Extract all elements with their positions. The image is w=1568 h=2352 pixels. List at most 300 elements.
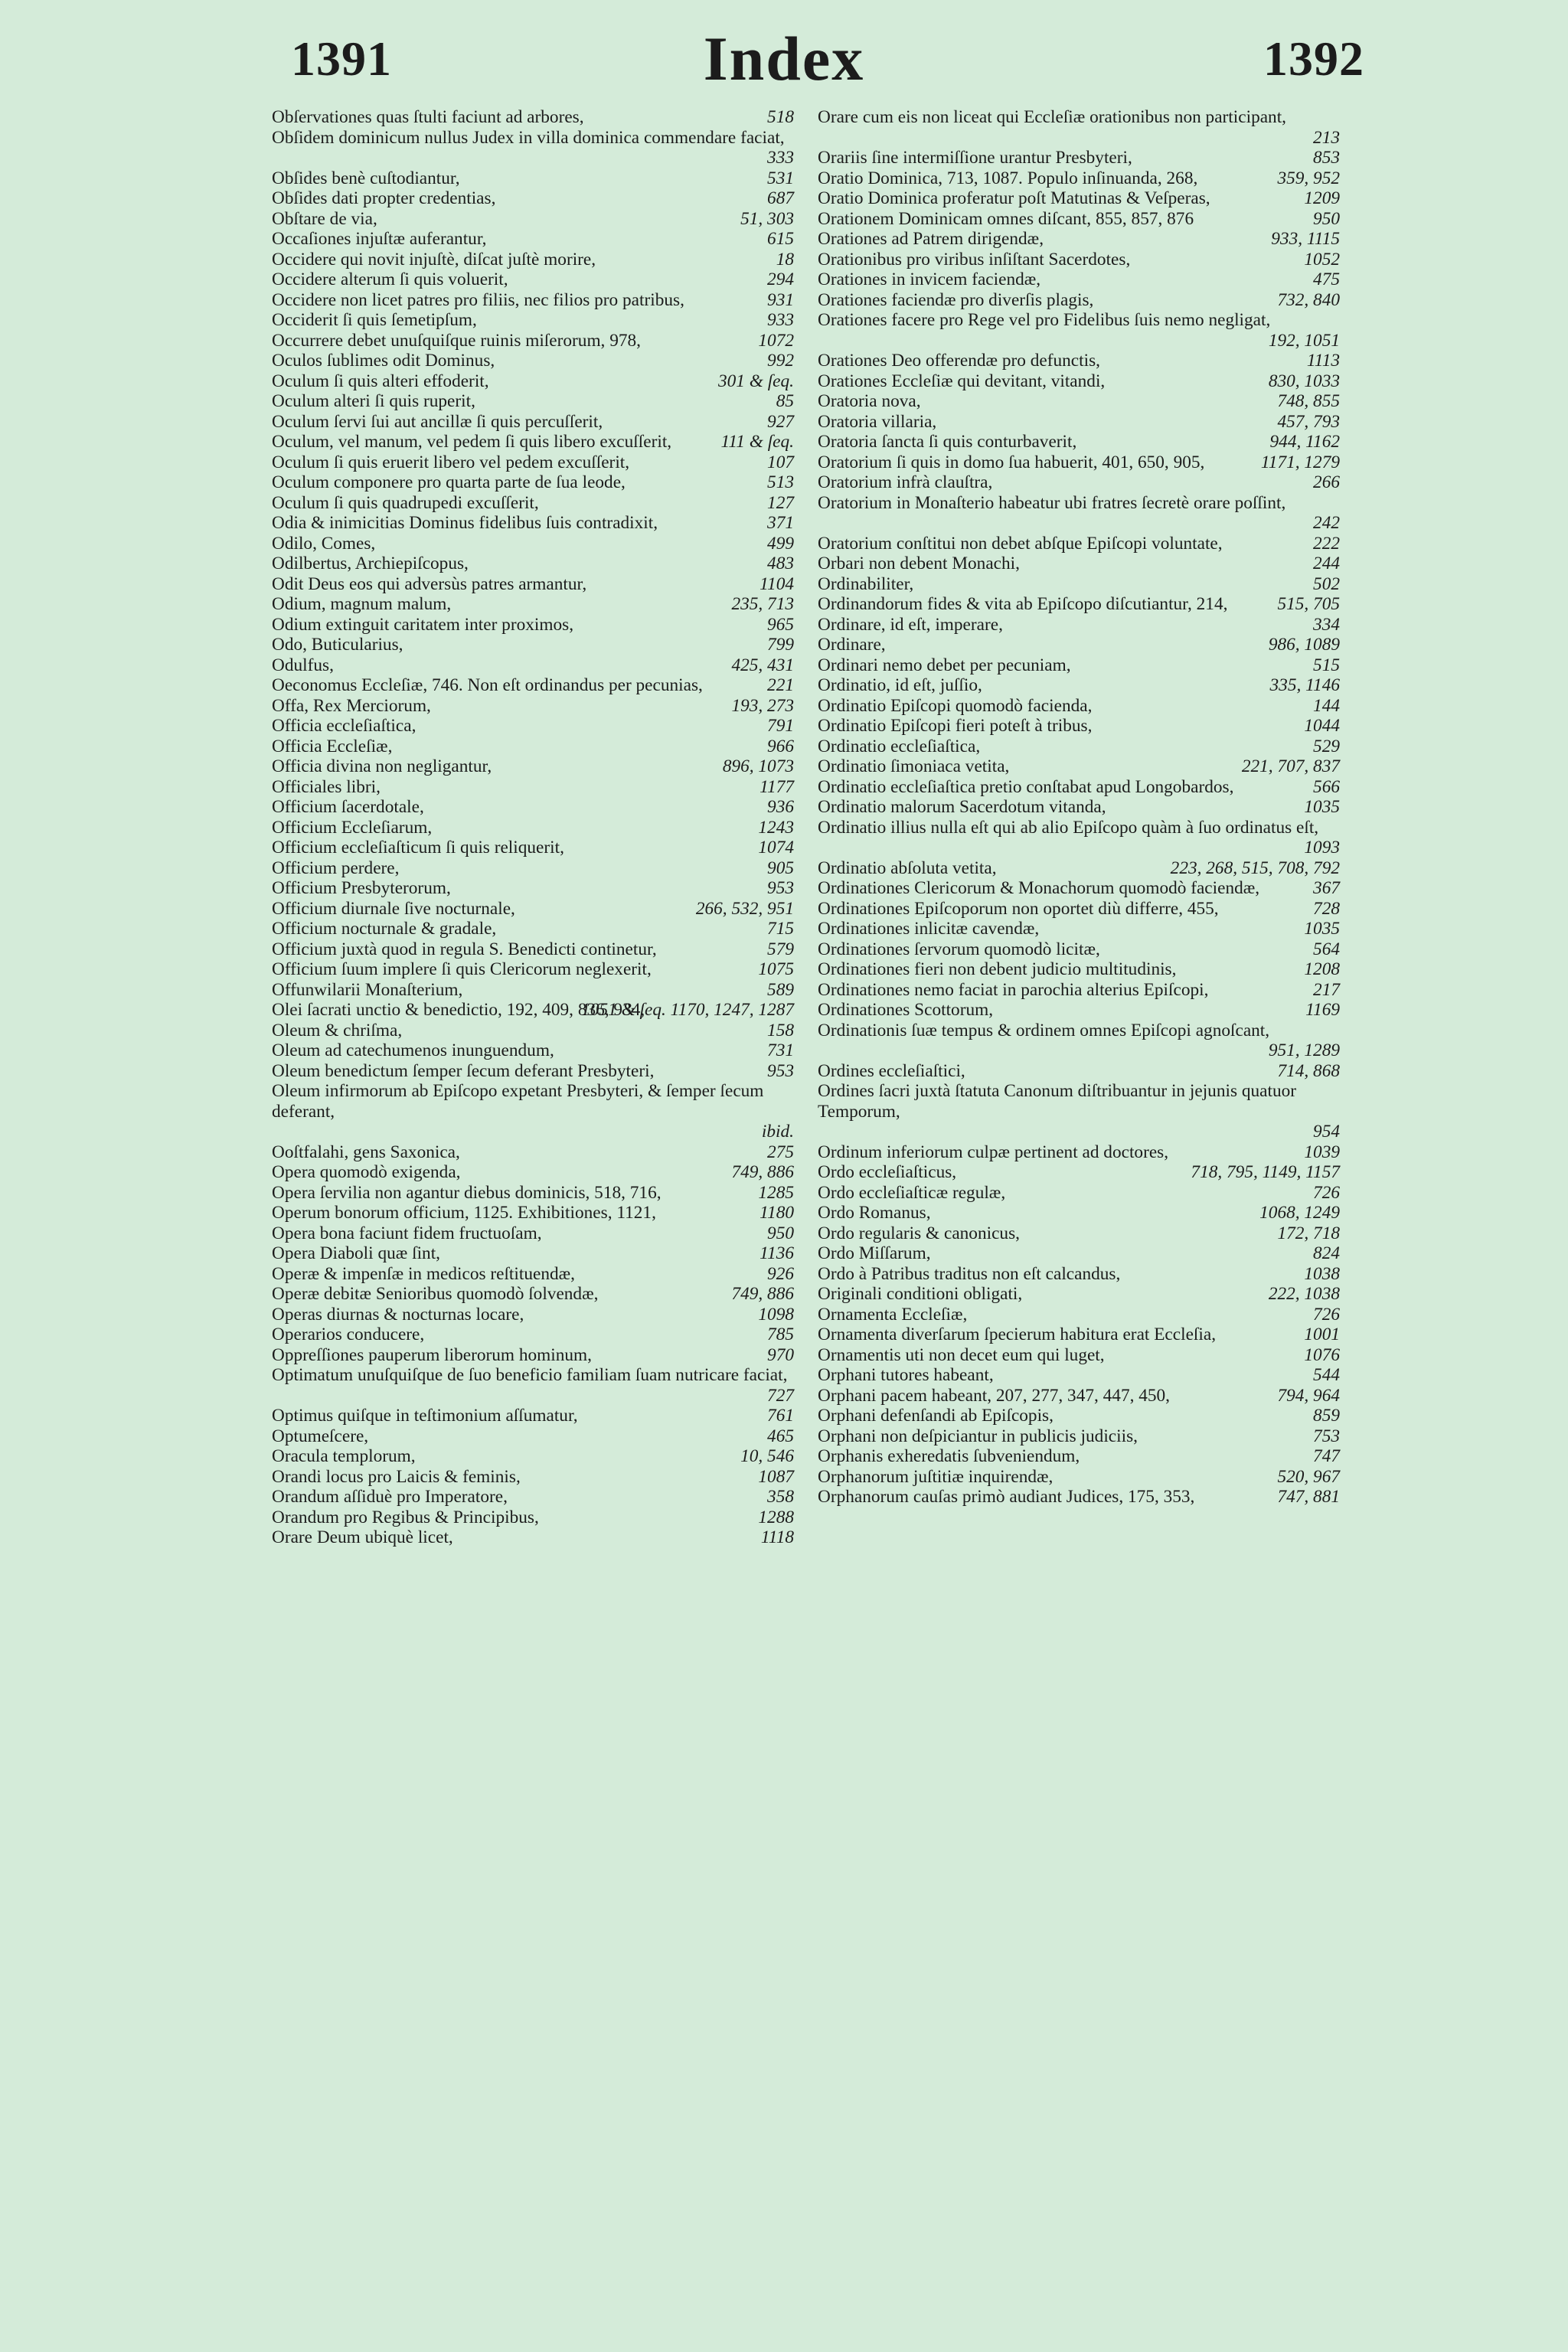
- index-entry: [272, 188, 800, 209]
- index-entry: [272, 1508, 800, 1528]
- index-pages: 1177: [760, 776, 794, 797]
- index-term: Ordo à Patribus traditus non eſt calcandus,: [818, 1263, 1121, 1284]
- index-entry: [818, 1183, 1346, 1204]
- index-term: Oratio Dominica proferatur poſt Matutinas & Veſperas,: [818, 188, 1210, 208]
- index-entry: [818, 534, 1346, 554]
- index-term: Orphani tutores habeant,: [818, 1365, 994, 1385]
- index-pages: 1072: [758, 330, 794, 351]
- index-pages: 1208: [1304, 959, 1340, 979]
- index-entry: [272, 959, 800, 980]
- index-entry: [272, 1305, 800, 1325]
- index-entry: [818, 1264, 1346, 1285]
- index-term: Officium diurnale ſive nocturnale,: [272, 898, 515, 919]
- index-pages: 531: [767, 168, 794, 188]
- index-pages: 51, 303: [740, 208, 794, 229]
- index-term: Orphani defenſandi ab Epiſcopis,: [818, 1406, 1054, 1426]
- index-entry: [818, 858, 1346, 879]
- index-term: Ordo Romanus,: [818, 1203, 931, 1223]
- index-pages: 970: [767, 1344, 794, 1365]
- index-pages: 965: [767, 614, 794, 635]
- index-entry: [272, 229, 800, 250]
- index-pages: 1209: [1304, 188, 1340, 208]
- index-entry: [818, 107, 1346, 148]
- index-term: Obſtare de via,: [272, 208, 377, 229]
- index-entry: [272, 452, 800, 473]
- index-entry: [272, 1406, 800, 1426]
- index-term: Orationes Deo offerendæ pro defunctis,: [818, 351, 1100, 371]
- index-term: Ordinatio Epiſcopi quomodò facienda,: [818, 695, 1093, 716]
- index-pages: 726: [1313, 1182, 1340, 1203]
- index-pages: 615: [767, 229, 794, 249]
- index-pages: 1169: [1305, 1000, 1340, 1020]
- index-term: Ordinabiliter,: [818, 573, 914, 594]
- index-entry: [272, 777, 800, 798]
- index-pages: 242: [1313, 513, 1340, 533]
- index-term: Orphani non deſpiciantur in publicis judiciis,: [818, 1426, 1138, 1446]
- index-entry: [272, 209, 800, 230]
- index-entry: [272, 1426, 800, 1447]
- index-pages: 933: [767, 310, 794, 330]
- index-entry: [272, 250, 800, 270]
- index-term: Orationes ad Patrem dirigendæ,: [818, 229, 1044, 249]
- index-term: Olei ſacrati unctio & benedictio, 192, 409, 836, 934,: [272, 1000, 645, 1020]
- index-term: Offunwilarii Monaſterium,: [272, 979, 463, 1000]
- index-entry: [272, 270, 800, 290]
- index-pages: 731: [767, 1040, 794, 1060]
- index-entry: [818, 675, 1346, 696]
- index-entry: [272, 1325, 800, 1345]
- index-term: Optimus quiſque in teſtimonium aſſumatur,: [272, 1406, 578, 1426]
- index-entry: [818, 919, 1346, 939]
- index-pages: 749, 886: [731, 1284, 794, 1304]
- index-entry: [818, 818, 1346, 858]
- index-term: Ordo regularis & canonicus,: [818, 1223, 1020, 1243]
- index-pages: 986, 1089: [1268, 635, 1340, 655]
- index-entry: [818, 188, 1346, 209]
- index-term: Operarios conducere,: [272, 1325, 425, 1344]
- index-entry: [818, 432, 1346, 452]
- index-pages: 223, 268, 515, 708, 792: [1170, 858, 1340, 878]
- index-pages: 529: [1313, 736, 1340, 756]
- index-pages: ibid.: [761, 1122, 794, 1142]
- index-entry: [818, 168, 1346, 189]
- index-entry: [272, 432, 800, 452]
- index-entry: [272, 534, 800, 554]
- index-term: Oculum ſi quis quadrupedi excuſſerit,: [272, 492, 539, 513]
- index-term: Ordinari nemo debet per pecuniam,: [818, 655, 1071, 675]
- index-term: Oratoria nova,: [818, 391, 921, 411]
- index-pages: 936: [767, 797, 794, 817]
- index-entry: [818, 878, 1346, 899]
- index-entry: [272, 980, 800, 1001]
- index-entry: [818, 696, 1346, 717]
- index-entry: [818, 351, 1346, 371]
- index-entry: [272, 1243, 800, 1264]
- index-pages: 859: [1313, 1406, 1340, 1426]
- index-entry: [818, 1061, 1346, 1082]
- index-pages: 944, 1162: [1269, 432, 1340, 452]
- index-term: Oratoria ſancta ſi quis conturbaverit,: [818, 432, 1077, 452]
- index-pages: 905: [767, 858, 794, 878]
- index-entry: [818, 290, 1346, 311]
- index-pages: 966: [767, 736, 794, 756]
- index-pages: 333: [767, 148, 794, 168]
- index-pages: 799: [767, 635, 794, 655]
- index-entry: [818, 1081, 1346, 1142]
- index-term: Ordinationes ſervorum quomodò licitæ,: [818, 939, 1100, 959]
- index-term: Oleum ad catechumenos inunguendum,: [272, 1040, 554, 1060]
- index-entry: [272, 838, 800, 858]
- index-pages: 544: [1313, 1365, 1340, 1385]
- index-term: Operæ debitæ Senioribus quomodò ſolvendæ,: [272, 1284, 599, 1304]
- index-term: Optimatum unuſquiſque de ſuo beneficio familiam ſuam nutricare faciat,: [272, 1365, 788, 1385]
- index-entry: [272, 615, 800, 635]
- index-pages: 1075: [758, 959, 794, 979]
- index-entry: [272, 107, 800, 128]
- index-term: Oculum componere pro quarta parte de ſua leode,: [272, 472, 626, 492]
- index-entry: [272, 1203, 800, 1223]
- index-pages: 266, 532, 951: [695, 898, 794, 919]
- index-term: Officium Eccleſiarum,: [272, 817, 433, 838]
- index-entry: [272, 574, 800, 595]
- index-term: Oratorium ſi quis in domo ſua habuerit, 401, 650, 905,: [818, 452, 1205, 472]
- index-term: Ordines eccleſiaſtici,: [818, 1060, 965, 1081]
- index-term: Ordinationes Clericorum & Monachorum quomodò faciendæ,: [818, 878, 1260, 898]
- index-term: Officium nocturnale & gradale,: [272, 919, 497, 939]
- index-pages: 748, 855: [1277, 391, 1340, 411]
- index-entry: [818, 737, 1346, 757]
- index-pages: 1288: [758, 1507, 794, 1527]
- index-pages: 222: [1313, 533, 1340, 554]
- index-pages: 1093: [1304, 838, 1340, 858]
- index-term: Oratorium conſtitui non debet abſque Epiſcopi voluntate,: [818, 533, 1223, 554]
- index-entry: [272, 1467, 800, 1488]
- index-term: Odo, Buticularius,: [272, 635, 403, 655]
- index-entry: [272, 391, 800, 412]
- index-pages: 1001: [1304, 1325, 1340, 1344]
- index-pages: 107: [767, 452, 794, 472]
- index-term: Ordinatio malorum Sacerdotum vitanda,: [818, 797, 1106, 817]
- index-entry: [818, 1243, 1346, 1264]
- index-entry: [272, 635, 800, 655]
- index-term: Operæ & impenſæ in medicos reſtituendæ,: [272, 1263, 575, 1284]
- index-term: Oratio Dominica, 713, 1087. Populo inſinuanda, 268,: [818, 168, 1198, 188]
- index-pages: 926: [767, 1263, 794, 1284]
- index-pages: 518: [767, 107, 794, 127]
- index-entry: [818, 716, 1346, 737]
- index-term: Orationibus pro viribus inſiſtant Sacerdotes,: [818, 249, 1131, 270]
- index-entry: [272, 351, 800, 371]
- index-entry: [272, 675, 800, 696]
- index-term: Oculum alteri ſi quis ruperit,: [272, 391, 475, 411]
- index-entry: [818, 371, 1346, 392]
- index-entry: [818, 959, 1346, 980]
- index-entry: [272, 696, 800, 717]
- index-term: Orphanis exheredatis ſubveniendum,: [818, 1446, 1080, 1466]
- index-term: Oeconomus Eccleſiæ, 746. Non eſt ordinandus per pecunias,: [272, 675, 703, 695]
- index-pages: 564: [1313, 939, 1340, 959]
- index-entry: [818, 615, 1346, 635]
- index-pages: 294: [767, 270, 794, 289]
- index-pages: 367: [1313, 878, 1340, 898]
- index-term: Orandum pro Regibus & Principibus,: [272, 1507, 539, 1527]
- index-term: Orationem Dominicam omnes diſcant, 855, 857, 876: [818, 208, 1194, 229]
- index-pages: 1039: [1304, 1142, 1340, 1162]
- index-pages: 158: [767, 1020, 794, 1040]
- index-pages: 830, 1033: [1268, 371, 1340, 391]
- index-term: Ornamenta Eccleſiæ,: [818, 1304, 968, 1325]
- index-pages: 144: [1313, 695, 1340, 716]
- index-term: Odit Deus eos qui adversùs patres armantur,: [272, 573, 587, 594]
- index-entry: [818, 574, 1346, 595]
- index-term: Odilo, Comes,: [272, 533, 376, 554]
- index-entry: [272, 797, 800, 818]
- index-pages: 1243: [758, 817, 794, 838]
- index-pages: 335, 1146: [1269, 675, 1340, 695]
- index-pages: 221: [767, 675, 794, 695]
- index-term: Ordinum inferiorum culpæ pertinent ad doctores,: [818, 1142, 1169, 1162]
- index-pages: 1285: [758, 1182, 794, 1203]
- index-entry: [272, 290, 800, 311]
- index-entry: [818, 229, 1346, 250]
- index-pages: 785: [767, 1325, 794, 1344]
- index-term: Optumeſcere,: [272, 1426, 369, 1446]
- index-entry: [272, 1264, 800, 1285]
- index-pages: 933, 1115: [1271, 229, 1340, 249]
- index-pages: 127: [767, 492, 794, 513]
- index-term: Oratoria villaria,: [818, 411, 937, 432]
- index-pages: 950: [1313, 208, 1340, 229]
- index-entry: [272, 919, 800, 939]
- index-pages: 1098: [758, 1304, 794, 1325]
- index-entry: [272, 899, 800, 920]
- index-pages: 1052: [1304, 249, 1340, 270]
- index-entry: [818, 1426, 1346, 1447]
- index-pages: 222, 1038: [1268, 1284, 1340, 1304]
- index-term: Odia & inimicitias Dominus fidelibus ſuis contradixit,: [272, 513, 658, 533]
- index-entry: [272, 1527, 800, 1548]
- index-entry: [818, 1305, 1346, 1325]
- index-pages: 579: [767, 939, 794, 959]
- index-entry: [818, 777, 1346, 798]
- index-entry: [818, 797, 1346, 818]
- index-entry: [818, 1223, 1346, 1244]
- index-entry: [818, 756, 1346, 777]
- index-entry: [818, 554, 1346, 574]
- index-pages: 18: [776, 249, 794, 270]
- index-term: Orationes in invicem faciendæ,: [818, 270, 1041, 289]
- index-term: Ordines ſacri juxtà ſtatuta Canonum diſtribuantur in jejunis quatuor Temporum,: [818, 1081, 1297, 1122]
- index-pages: 747: [1313, 1446, 1340, 1466]
- index-entry: [818, 270, 1346, 290]
- index-pages: 927: [767, 411, 794, 432]
- left-page-number: 1391: [291, 31, 392, 86]
- index-pages: 950: [767, 1223, 794, 1243]
- index-pages: 1136: [760, 1243, 794, 1263]
- index-pages: 749, 886: [731, 1162, 794, 1182]
- index-entry: [272, 331, 800, 351]
- index-pages: 483: [767, 554, 794, 573]
- index-pages: 896, 1073: [722, 756, 794, 776]
- index-term: Officia eccleſiaſtica,: [272, 716, 416, 736]
- index-entry: [272, 1162, 800, 1183]
- index-term: Oculum, vel manum, vel pedem ſi quis libero excuſſerit,: [272, 432, 672, 452]
- index-pages: 515, 705: [1277, 594, 1340, 614]
- index-term: Ordinationes Scottorum,: [818, 1000, 994, 1020]
- index-term: Obſides benè cuſtodiantur,: [272, 168, 460, 188]
- index-entry: [818, 1345, 1346, 1366]
- index-pages: 221, 707, 837: [1241, 756, 1340, 776]
- index-entry: [818, 1162, 1346, 1183]
- index-term: Officium ſacerdotale,: [272, 797, 424, 817]
- index-entry: [818, 1325, 1346, 1345]
- index-entry: [818, 1487, 1346, 1508]
- index-pages: 1118: [760, 1527, 794, 1547]
- index-pages: 266: [1313, 472, 1340, 492]
- index-entry: [272, 878, 800, 899]
- index-term: Orare Deum ubiquè licet,: [272, 1527, 453, 1547]
- index-pages: 475: [1313, 270, 1340, 289]
- index-pages: 853: [1313, 148, 1340, 168]
- index-entry: [272, 513, 800, 534]
- index-pages: 1087: [758, 1466, 794, 1487]
- index-term: Orationes faciendæ pro diverſis plagis,: [818, 289, 1094, 310]
- index-pages: 359, 952: [1277, 168, 1340, 188]
- index-pages: 520, 967: [1277, 1466, 1340, 1487]
- index-entry: [818, 391, 1346, 412]
- index-term: Ornamenta diverſarum ſpecierum habitura erat Eccleſia,: [818, 1325, 1217, 1344]
- index-pages: 10, 546: [740, 1446, 794, 1466]
- index-entry: [818, 250, 1346, 270]
- index-pages: 513: [767, 472, 794, 492]
- index-term: Odilbertus, Archiepiſcopus,: [272, 554, 469, 573]
- index-entry: [818, 493, 1346, 534]
- index-entry: [818, 1386, 1346, 1406]
- index-term: Ordinationes nemo faciat in parochia alterius Epiſcopi,: [818, 979, 1209, 1000]
- index-entry: [818, 1467, 1346, 1488]
- index-pages: 726: [1313, 1304, 1340, 1325]
- index-pages: 192, 1051: [1268, 330, 1340, 351]
- index-entry: [818, 939, 1346, 960]
- index-pages: 1180: [760, 1203, 794, 1223]
- index-term: Orphanorum cauſas primò audiant Judices, 175, 353,: [818, 1487, 1195, 1507]
- index-term: Ordinatio eccleſiaſtica pretio conſtabat apud Longobardos,: [818, 776, 1234, 797]
- index-pages: 371: [767, 513, 794, 533]
- index-term: Ordinatio illius nulla eſt qui ab alio Epiſcopo quàm à ſuo ordinatus eſt,: [818, 817, 1319, 838]
- index-term: Ordo eccleſiaſticæ regulæ,: [818, 1182, 1006, 1203]
- index-entry: [272, 594, 800, 615]
- index-pages: 753: [1313, 1426, 1340, 1446]
- index-term: Ordinare, id eſt, imperare,: [818, 614, 1003, 635]
- index-pages: 1035: [1304, 797, 1340, 817]
- index-entry: [818, 655, 1346, 676]
- index-term: Obſidem dominicum nullus Judex in villa dominica commendare faciat,: [272, 127, 785, 148]
- index-pages: 951, 1289: [1268, 1040, 1340, 1060]
- index-entry: [272, 858, 800, 879]
- index-pages: 111 & ſeq.: [720, 432, 794, 452]
- index-entry: [272, 1365, 800, 1406]
- index-entry: [272, 1061, 800, 1082]
- index-pages: 953: [767, 1060, 794, 1081]
- index-pages: 465: [767, 1426, 794, 1446]
- index-pages: 85: [776, 391, 794, 411]
- index-term: Oracula templorum,: [272, 1446, 416, 1466]
- index-term: Opera ſervilia non agantur diebus dominicis, 518, 716,: [272, 1182, 662, 1203]
- index-entry: [818, 594, 1346, 615]
- index-pages: 515: [1313, 655, 1340, 675]
- index-term: Oppreſſiones pauperum liberorum hominum,: [272, 1344, 592, 1365]
- index-pages: 1051 & ſeq. 1170, 1247, 1287: [581, 1000, 794, 1020]
- index-entry: [272, 1081, 800, 1142]
- index-pages: 791: [767, 716, 794, 736]
- index-entry: [272, 1446, 800, 1467]
- index-pages: 1113: [1306, 351, 1340, 371]
- index-entry: [818, 1000, 1346, 1021]
- index-pages: 301 & ſeq.: [717, 371, 794, 391]
- index-term: Operum bonorum officium, 1125. Exhibitiones, 1121,: [272, 1203, 656, 1223]
- index-term: Originali conditioni obligati,: [818, 1284, 1023, 1304]
- index-pages: 425, 431: [731, 655, 794, 675]
- index-entry: [818, 412, 1346, 433]
- index-term: Ordinatio eccleſiaſtica,: [818, 736, 981, 756]
- index-term: Officium eccleſiaſticum ſi quis reliquerit,: [272, 838, 564, 858]
- index-term: Officium ſuum implere ſi quis Clericorum neglexerit,: [272, 959, 652, 979]
- index-entry: [818, 1446, 1346, 1467]
- index-entry: [272, 716, 800, 737]
- index-entry: [818, 1142, 1346, 1163]
- index-entry: [818, 1406, 1346, 1426]
- index-term: Ordinare,: [818, 635, 886, 655]
- index-entry: [272, 168, 800, 189]
- index-term: Odium, magnum malum,: [272, 594, 452, 614]
- index-pages: 715: [767, 919, 794, 939]
- index-entry: [272, 1142, 800, 1163]
- index-term: Orphanorum juſtitiæ inquirendæ,: [818, 1466, 1054, 1487]
- index-pages: 358: [767, 1487, 794, 1507]
- index-term: Obſides dati propter credentias,: [272, 188, 496, 208]
- index-pages: 213: [1313, 127, 1340, 148]
- index-term: Oleum benedictum ſemper ſecum deferant Presbyteri,: [272, 1060, 655, 1081]
- index-term: Ooſtfalahi, gens Saxonica,: [272, 1142, 460, 1162]
- index-entry: [272, 472, 800, 493]
- index-term: Oratorium in Monaſterio habeatur ubi fratres ſecretè orare poſſint,: [818, 492, 1286, 513]
- index-term: Occiderit ſi quis ſemetipſum,: [272, 310, 477, 330]
- index-pages: 502: [1313, 573, 1340, 594]
- index-term: Odium extinguit caritatem inter proximos,: [272, 614, 574, 635]
- index-entry: [272, 412, 800, 433]
- index-term: Ordinationes fieri non debent judicio multitudinis,: [818, 959, 1177, 979]
- index-entry: [818, 452, 1346, 473]
- index-pages: 714, 868: [1277, 1060, 1340, 1081]
- index-pages: 953: [767, 878, 794, 898]
- index-pages: 589: [767, 979, 794, 1000]
- index-term: Offa, Rex Merciorum,: [272, 695, 431, 716]
- index-pages: 1038: [1304, 1263, 1340, 1284]
- index-pages: 687: [767, 188, 794, 208]
- index-term: Obſervationes quas ſtulti faciunt ad arbores,: [272, 107, 584, 127]
- index-term: Officiales libri,: [272, 776, 381, 797]
- index-term: Orationes Eccleſiæ qui devitant, vitandi,: [818, 371, 1106, 391]
- index-entry: [818, 1203, 1346, 1223]
- index-pages: 718, 795, 1149, 1157: [1191, 1162, 1340, 1182]
- index-entry: [272, 1284, 800, 1305]
- index-entry: [272, 1223, 800, 1244]
- index-pages: 931: [767, 289, 794, 310]
- index-term: Officium Presbyterorum,: [272, 878, 451, 898]
- index-pages: 727: [767, 1385, 794, 1406]
- index-entry: [818, 148, 1346, 168]
- index-term: Orandum aſſiduè pro Imperatore,: [272, 1487, 508, 1507]
